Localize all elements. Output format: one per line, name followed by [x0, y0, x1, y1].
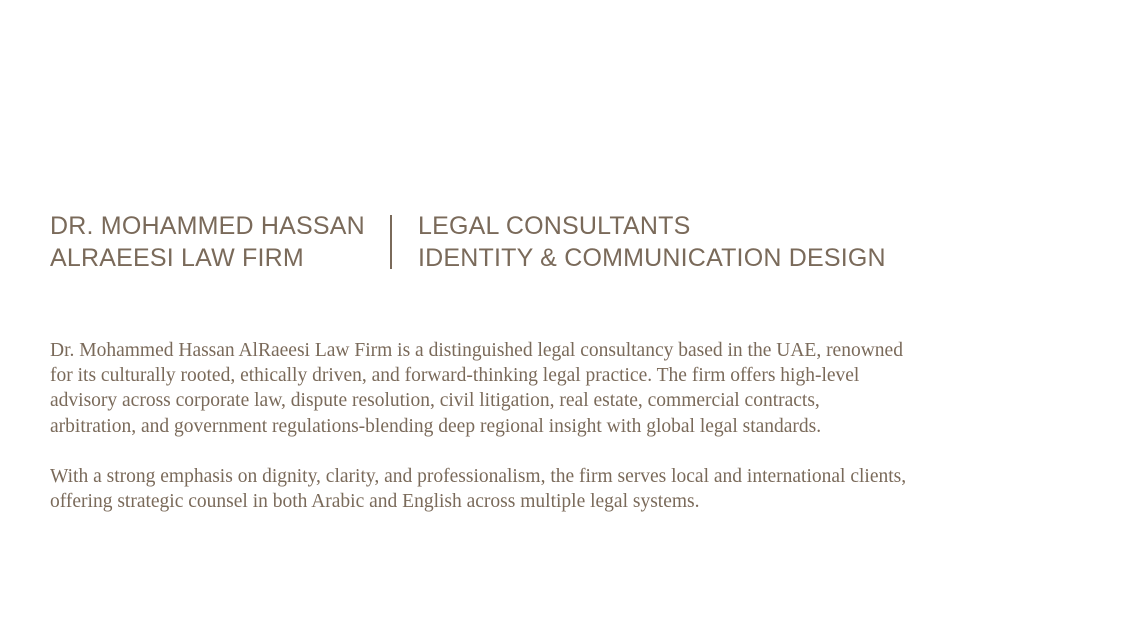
firm-name-line-2: ALRAEESI LAW FIRM — [50, 244, 304, 272]
description — [50, 338, 910, 539]
firm-name-line-1: DR. MOHAMMED HASSAN — [50, 212, 365, 240]
header-divider — [390, 215, 392, 269]
description-paragraph-2: With a strong emphasis on dignity, clarity, and professionalism, the firm serves local and international clients, offering strategic counsel in both Arabic and English across multiple legal systems. — [50, 465, 907, 513]
project-title-line-1: LEGAL CONSULTANTS — [418, 212, 691, 240]
header — [50, 210, 886, 274]
description-paragraph-1: Dr. Mohammed Hassan AlRaeesi Law Firm is a distinguished legal consultancy based in the UAE, renowned for its culturally rooted, ethically driven, and forward-thinking legal practice. The firm offers high-level advisory across corporate law, dispute resolution, civil litigation, real estate, commercial contracts, arbitration, and government regulations-blending deep regional insight with global legal standards. — [50, 340, 903, 437]
firm-name — [50, 210, 380, 274]
project-title-line-2: IDENTITY & COMMUNICATION DESIGN — [418, 244, 886, 272]
project-title — [418, 210, 886, 274]
